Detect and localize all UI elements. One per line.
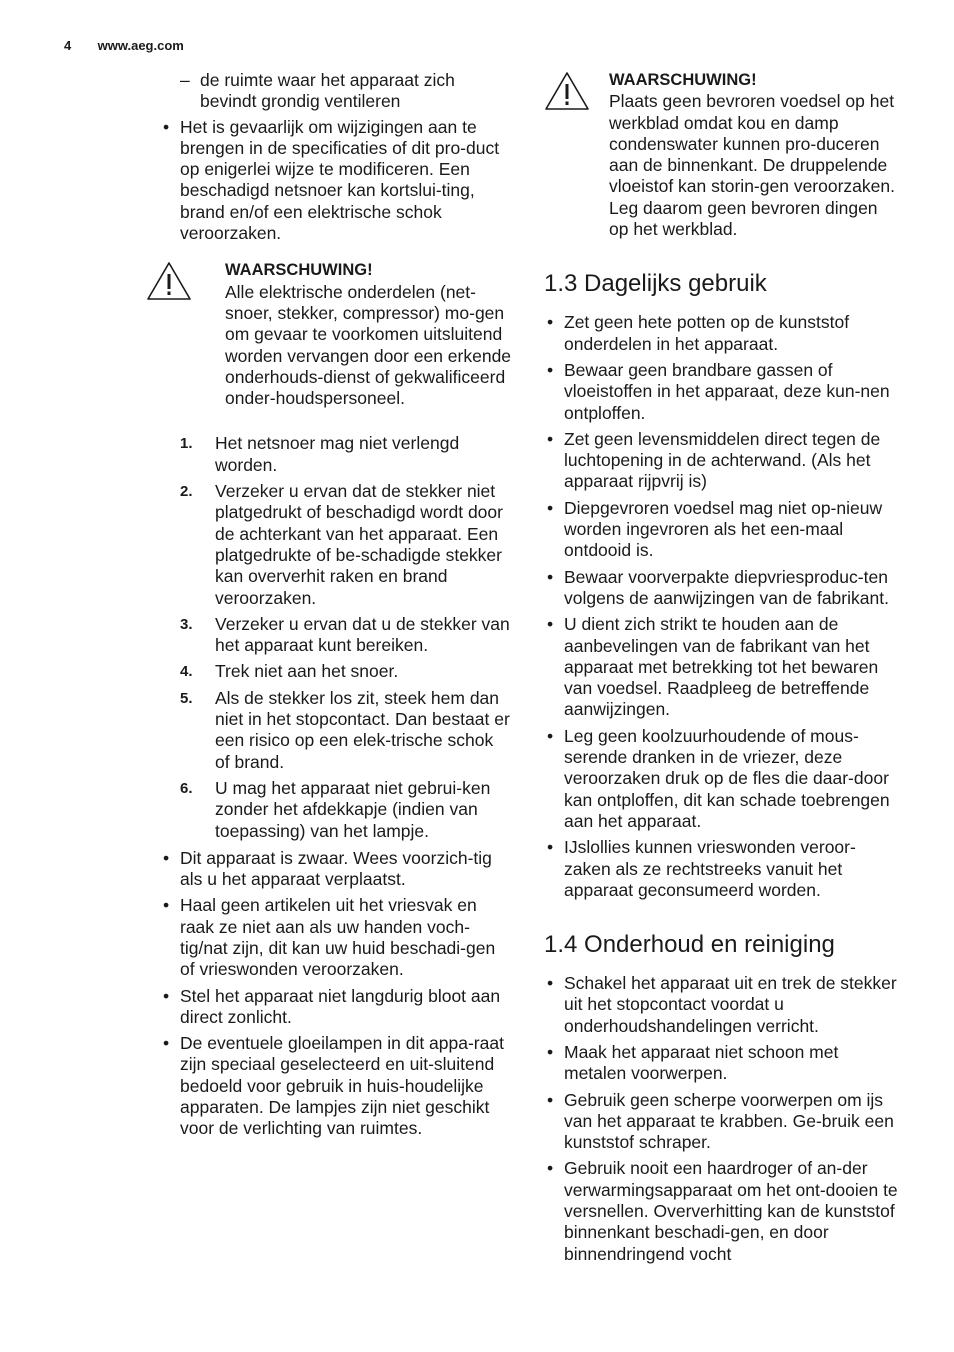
list-item: • Haal geen artikelen uit het vriesvak en raak ze niet aan als uw handen voch-tig/nat zijn, dit kan uw huid beschadi-gen of vrieswonden veroorzaken. [160,895,512,980]
list-item: • Zet geen levensmiddelen direct tegen de luchtopening in de achterwand. (Als het apparaat rijpvrij is) [544,429,900,493]
list-item: • Diepgevroren voedsel mag niet op-nieuw worden ingevroren als het een-maal ontdooid is. [544,498,900,562]
item-text: U mag het apparaat niet gebrui-ken zonder het afdekkapje (indien van toepassing) van het lampje. [215,777,491,841]
maintenance-list [544,973,900,1265]
list-item: • Zet geen hete potten op de kunststof onderdelen in het apparaat. [544,312,900,355]
left-column [160,70,512,1145]
list-item: • Maak het apparaat niet schoon met metalen voorwerpen. [544,1042,900,1085]
list-item: • Bewaar geen brandbare gassen of vloeistoffen in het apparaat, deze kun-nen ontploffen. [544,360,900,424]
item-text: Verzeker u ervan dat de stekker niet platgedrukt of beschadigd wordt door de achterkant van het apparaat. Een platgedrukte of be-schadigde stekker kan oververhit raken en brand veroorzaken. [215,481,503,608]
list-item: • Bewaar voorverpakte diepvriesproduc-ten volgens de aanwijzingen van de fabrikant. [544,567,900,610]
daily-use-list [544,312,900,901]
warning-text: Alle elektrische onderdelen (net-snoer, stekker, compressor) mo-gen om gevaar te voorkomen uitsluitend worden vervangen door een erkende onderhouds-dienst of gekwalificeerd onder-houdspersoneel. [225,281,512,409]
numbered-item [160,433,512,476]
numbered-item [160,614,512,657]
section-heading-daily-use: 1.3 Dagelijks gebruik [544,270,767,298]
bullet-list-bottom [160,848,512,1140]
page-number: 4 [64,38,72,53]
list-item: • De eventuele gloeilampen in dit appa-raat zijn speciaal geselecteerd en uit-sluitend bedoeld voor gebruik in huis-houdelijke apparaten. De lampjes zijn niet geschikt voor de verlichting van ruimtes. [160,1033,512,1139]
item-text: Het netsnoer mag niet verlengd worden. [215,433,460,475]
warning-icon [146,260,192,302]
item-text: Als de stekker los zit, steek hem dan niet in het stopcontact. Dan bestaat er een risico op een elek-trische schok of brand. [215,687,510,772]
item-number: 6. [180,779,193,797]
page-header [64,38,184,53]
item-number: 1. [180,435,193,453]
item-text: Trek niet aan het snoer. [215,661,399,682]
section-heading-maintenance: 1.4 Onderhoud en reiniging [544,931,835,959]
item-text: Verzeker u ervan dat u de stekker van het apparaat kunt bereiken. [215,613,510,656]
list-item: • Leg geen koolzuurhoudende of mous-serende dranken in de vriezer, deze veroorzaken druk op de fles die daar-door kan ontploffen, dit kan schade toebrengen aan het apparaat. [544,726,900,832]
warning-text: Plaats geen bevroren voedsel op het werkblad omdat kou en damp condenswater kunnen pro-duceren aan de binnenkant. De druppelende vloeistof kan storin-gen veroorzaken. Leg daarom geen bevroren dingen op het werkblad. [609,91,895,240]
numbered-item [160,778,512,842]
item-number: 4. [180,663,193,681]
warning-box [160,260,512,409]
list-item: • Dit apparaat is zwaar. Wees voorzich-tig als u het apparaat verplaatst. [160,848,512,891]
item-number: 5. [180,689,193,707]
list-item: • Het is gevaarlijk om wijzigingen aan te brengen in de specificaties of dit pro-duct op enigerlei wijze te modificeren. Een beschadigd netsnoer kan kortslui-ting, brand en/of een elektrische schok veroorzaken. [160,117,512,245]
list-item: • IJslollies kunnen vrieswonden veroor-zaken als ze rechtstreeks vanuit het apparaat geconsumeerd worden. [544,837,900,901]
item-number: 3. [180,615,193,633]
list-item: • Gebruik geen scherpe voorwerpen om ijs van het apparaat te krabben. Ge-bruik een kunststof schraper. [544,1090,900,1154]
item-number: 2. [180,483,193,501]
list-item: • U dient zich strikt te houden aan de aanbevelingen van de fabrikant van het apparaat met betrekking tot het bewaren van voedsel. Raadpleeg de betreffende aanwijzingen. [544,614,900,720]
right-column [544,70,900,1270]
numbered-list [160,433,512,841]
site-url[interactable]: www.aeg.com [97,38,184,53]
warning-title: WAARSCHUWING! [225,261,373,280]
numbered-item [160,481,512,609]
bullet-list-top [160,117,512,245]
list-item: • Stel het apparaat niet langdurig bloot aan direct zonlicht. [160,986,512,1029]
warning-title: WAARSCHUWING! [609,71,757,89]
numbered-item [160,661,512,682]
warning-box [544,70,900,240]
dash-item: – de ruimte waar het apparaat zich bevindt grondig ventileren [160,70,512,113]
numbered-item [160,688,512,773]
list-item: • Gebruik nooit een haardroger of an-der verwarmingsapparaat om het ont-dooien te versnellen. Oververhitting kan de kunststof binnenkant beschadi-gen, en door binnendringend vocht [544,1158,900,1264]
list-item: • Schakel het apparaat uit en trek de stekker uit het stopcontact voordat u onderhoudshandelingen verricht. [544,973,900,1037]
warning-icon [544,70,590,112]
